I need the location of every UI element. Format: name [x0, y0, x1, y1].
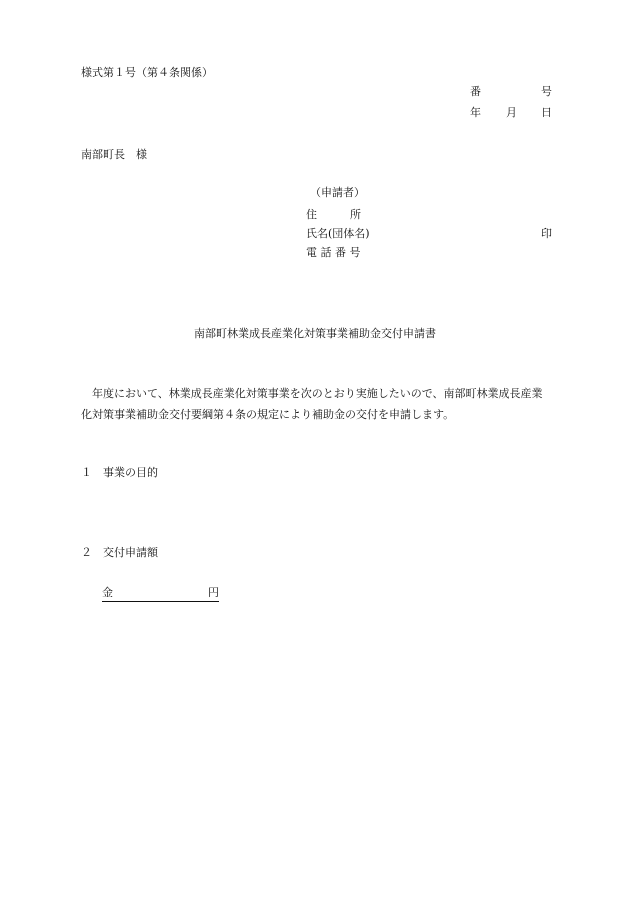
body-paragraph: 年度において、林業成長産業化対策事業を次のとおり実施したいので、南部町林業成長産業化対策事業補助金交付要綱第４条の規定により補助金の交付を申請します。	[81, 387, 543, 421]
amount-suffix: 円	[208, 586, 219, 599]
address-label: 住 所	[306, 208, 361, 221]
amount-field	[102, 586, 219, 602]
document-number-label: 番	[470, 85, 481, 98]
amount-prefix: 金	[102, 586, 113, 599]
date-month-label: 月	[506, 106, 517, 119]
name-label: 氏名(団体名)	[306, 227, 370, 240]
item-label: 交付申請額	[103, 546, 158, 559]
item-number: ２	[81, 546, 92, 559]
document-title: 南部町林業成長産業化対策事業補助金交付申請書	[194, 327, 436, 340]
date-year-label: 年	[470, 106, 481, 119]
addressee-honorific: 様	[136, 148, 147, 161]
applicant-heading: （申請者）	[310, 186, 365, 199]
item-label: 事業の目的	[103, 466, 158, 479]
document-number-suffix: 号	[541, 85, 552, 98]
item-number: １	[81, 466, 92, 479]
date-day-label: 日	[541, 106, 552, 119]
addressee-name: 南部町長	[81, 148, 125, 161]
phone-label: 電 話 番 号	[306, 246, 361, 259]
seal-mark: 印	[541, 227, 552, 240]
form-number: 様式第１号（第４条関係）	[81, 66, 213, 79]
item-requested-amount	[81, 546, 158, 560]
item-purpose	[81, 466, 158, 480]
